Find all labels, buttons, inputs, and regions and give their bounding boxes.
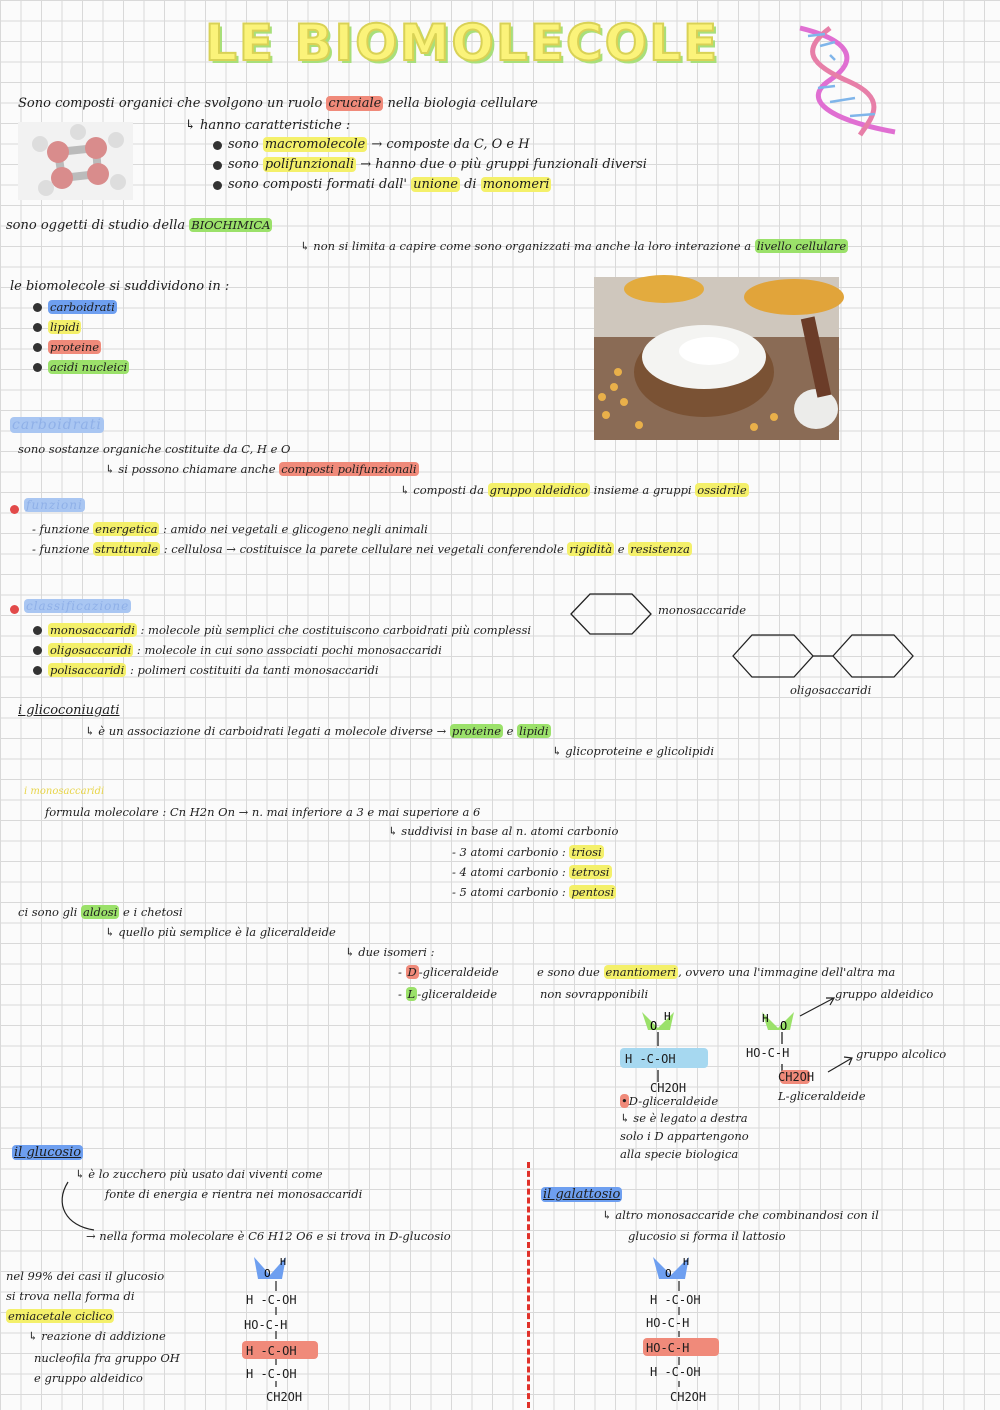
svg-text:O: O xyxy=(780,1019,788,1033)
dna-helix-icon xyxy=(790,20,910,140)
intro-bullet-3: sono composti formati dall' unione di monomeri xyxy=(228,177,550,192)
glucose-row: H -C-OH xyxy=(246,1293,297,1307)
glucosio-cyclic-4: ↳ reazione di addizione xyxy=(28,1329,166,1343)
l-glyceraldehyde-label: L-gliceraldeide xyxy=(778,1089,866,1103)
glucosio-line-2: fonte di energia e rientra nei monosaccaridi xyxy=(105,1187,363,1201)
enantiomers-line-2: non sovrapponibili xyxy=(540,987,649,1001)
glucosio-cyclic-3: emiacetale ciclico xyxy=(8,1309,113,1323)
bullet-icon xyxy=(33,626,42,635)
carbo-function-1: - funzione energetica : amido nei vegetali e glicogeno negli animali xyxy=(32,522,428,536)
glico-heading: i glicoconiugati xyxy=(18,703,120,718)
bullet-icon xyxy=(33,666,42,675)
glucosio-cyclic-5: nucleofila fra gruppo OH xyxy=(34,1351,180,1365)
bullet-icon xyxy=(10,605,19,614)
division-item: proteine xyxy=(50,340,100,354)
bullet-icon xyxy=(33,303,42,312)
study-sub: ↳ non si limita a capire come sono organizzati ma anche la loro interazione a livello cellulare xyxy=(300,239,847,253)
galattosio-line-2: glucosio si forma il lattosio xyxy=(628,1229,786,1243)
section-heading-funzioni: funzioni xyxy=(26,498,83,512)
isomer-l: - L -gliceraldeide xyxy=(398,987,498,1001)
mono-trioses: - 3 atomi carbonio : triosi xyxy=(452,845,602,859)
d-glyceraldehyde-row: H -C-OH xyxy=(625,1052,676,1066)
section-heading-classificazione: classificazione xyxy=(26,599,130,613)
galactose-row: CH2OH xyxy=(670,1390,707,1404)
glico-sub2: ↳ glicoproteine e glicolipidi xyxy=(552,744,715,758)
glucosio-cyclic-6: e gruppo aldeidico xyxy=(34,1371,143,1385)
glucosio-cyclic-1: nel 99% dei casi il glucosio xyxy=(6,1269,165,1283)
page-title: LE BIOMOLECOLE xyxy=(205,14,720,72)
glucosio-line-1: ↳ è lo zucchero più usato dai viventi come xyxy=(75,1167,323,1181)
glucosio-heading: il glucosio xyxy=(14,1145,82,1160)
aldosi-sub: ↳ quello più semplice è la gliceraldeide xyxy=(105,925,336,939)
section-heading-monosaccaridi: i monosaccaridi xyxy=(24,786,105,797)
carbo-class-1: monosaccaridi : molecole più semplici che costituiscono carboidrati più complessi xyxy=(50,623,532,637)
bullet-icon xyxy=(213,161,222,170)
svg-text:O: O xyxy=(665,1267,672,1280)
glico-sub: ↳ è un associazione di carboidrati legati a molecole diverse → proteine e lipidi xyxy=(85,724,549,738)
svg-text:H: H xyxy=(664,1010,671,1023)
aldosi-line: ci sono gli aldosi e i chetosi xyxy=(18,905,183,919)
division-item: lipidi xyxy=(50,320,80,334)
intro-line: Sono composti organici che svolgono un ruolo cruciale nella biologia cellulare xyxy=(18,96,538,111)
label-oligosaccaridi: oligosaccaridi xyxy=(790,683,872,697)
svg-text:H: H xyxy=(762,1012,769,1025)
d-glyceraldehyde-label: •D-gliceraldeide xyxy=(621,1094,719,1108)
carbo-def-sub2: ↳ composti da gruppo aldeidico insieme a gruppi ossidrile xyxy=(400,483,747,497)
monosaccharide-hexagon-icon xyxy=(570,593,652,635)
svg-text:O: O xyxy=(650,1019,658,1033)
svg-text:O: O xyxy=(264,1267,271,1280)
galactose-row: H -C-OH xyxy=(650,1293,701,1307)
d-note-1: ↳ se è legato a destra xyxy=(620,1111,748,1125)
bullet-icon xyxy=(33,646,42,655)
isomers-line: ↳ due isomeri : xyxy=(345,945,435,959)
mono-formula-sub: ↳ suddivisi in base al n. atomi carbonio xyxy=(388,824,619,838)
isomer-d: - D -gliceraldeide xyxy=(398,965,499,979)
enantiomers-line: e sono due enantiomeri , ovvero una l'immagine dell'altra ma xyxy=(537,965,896,979)
mono-formula: formula molecolare : Cn H2n On → n. mai inferiore a 3 e mai superiore a 6 xyxy=(45,805,481,819)
carbo-class-3: polisaccaridi : polimeri costituiti da tanti monosaccaridi xyxy=(50,663,379,677)
galattosio-heading: il galattosio xyxy=(543,1187,621,1202)
glucosio-line-3: → nella forma molecolare è C6 H12 O6 e si trova in D-glucosio xyxy=(86,1229,451,1243)
galactose-row: HO-C-H xyxy=(646,1341,690,1355)
bullet-icon xyxy=(33,363,42,372)
oligosaccharide-hexagons-icon xyxy=(732,634,914,678)
carbo-function-2: - funzione strutturale : cellulosa → costituisce la parete cellulare nei vegetali conferendole rigidità e resistenza xyxy=(32,542,690,556)
svg-text:H: H xyxy=(280,1257,287,1268)
study-line: sono oggetti di studio della BIOCHIMICA xyxy=(6,218,271,233)
section-heading-carboidrati: carboidrati xyxy=(12,417,102,433)
glucose-row: H -C-OH xyxy=(246,1344,297,1358)
galactose-row: HO-C-H xyxy=(646,1316,690,1330)
carbo-def-sub: ↳ si possono chiamare anche composti polifunzionali xyxy=(105,462,417,476)
galactose-row: H -C-OH xyxy=(650,1365,701,1379)
mono-pentoses: - 5 atomi carbonio : pentosi xyxy=(452,885,615,899)
glucosio-cyclic-2: si trova nella forma di xyxy=(6,1289,135,1303)
bullet-icon xyxy=(33,323,42,332)
glucose-row: H -C-OH xyxy=(246,1367,297,1381)
galattosio-line-1: ↳ altro monosaccaride che combinandosi con il xyxy=(602,1208,879,1222)
arrow-icon xyxy=(826,1054,856,1074)
d-note-3: alla specie biologica xyxy=(620,1147,739,1161)
bullet-icon xyxy=(213,181,222,190)
intro-sub: ↳ hanno caratteristiche : xyxy=(185,118,351,133)
l-glyceraldehyde-row: CH2OH xyxy=(778,1070,815,1084)
section-divider xyxy=(527,1162,530,1408)
intro-bullet-1: sono macromolecole → composte da C, O e H xyxy=(228,137,530,152)
label-gruppo-aldeidico: gruppo aldeidico xyxy=(835,987,934,1001)
d-note-2: solo i D appartengono xyxy=(620,1129,749,1143)
l-glyceraldehyde-row: HO-C-H xyxy=(746,1046,790,1060)
flour-bowl-image xyxy=(594,277,839,440)
glucose-row: HO-C-H xyxy=(244,1318,288,1332)
label-gruppo-alcolico: gruppo alcolico xyxy=(856,1047,947,1061)
division-intro: le biomolecole si suddividono in : xyxy=(10,279,230,294)
division-item: acidi nucleici xyxy=(50,360,128,374)
bullet-icon xyxy=(33,343,42,352)
label-monosaccaride: monosaccaride xyxy=(658,603,746,617)
glucose-row: CH2OH xyxy=(266,1390,303,1404)
bullet-icon xyxy=(213,141,222,150)
svg-text:H: H xyxy=(683,1257,690,1268)
carbo-definition: sono sostanze organiche costituite da C, H e O xyxy=(18,442,291,456)
carbo-class-2: oligosaccaridi : molecole in cui sono associati pochi monosaccaridi xyxy=(50,643,442,657)
molecule-image xyxy=(18,122,133,200)
mono-tetroses: - 4 atomi carbonio : tetrosi xyxy=(452,865,610,879)
arrow-icon xyxy=(798,994,838,1018)
bullet-icon xyxy=(10,505,19,514)
intro-bullet-2: sono polifunzionali → hanno due o più gruppi funzionali diversi xyxy=(228,157,647,172)
division-item: carboidrati xyxy=(50,300,115,314)
d-glyceraldehyde-row: CH2OH xyxy=(650,1081,687,1095)
